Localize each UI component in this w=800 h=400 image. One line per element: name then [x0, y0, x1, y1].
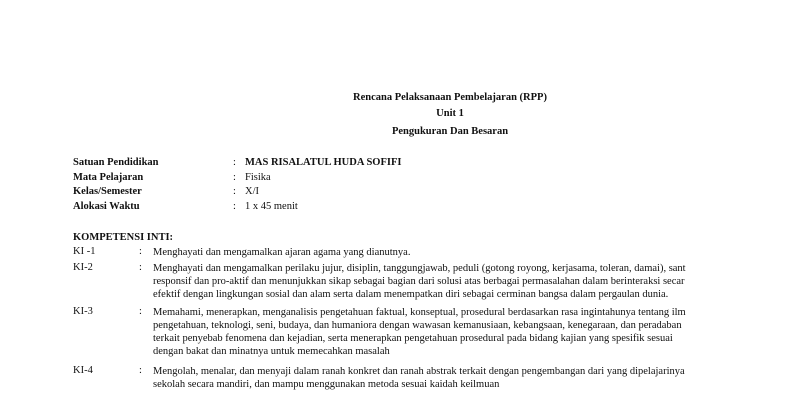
ki-code: KI -1 — [73, 246, 96, 257]
ki-line: Mengolah, menalar, dan menyaji dalam ranah konkret dan ranah abstrak terkait dengan pengembangan dari yang dipelajarinya — [153, 366, 685, 377]
ki-line: efektif dengan lingkungan sosial dan alam serta dalam menempatkan diri sebagai cerminan bangsa dalam pergaulan dunia. — [153, 289, 669, 300]
ki-code: KI-4 — [73, 365, 93, 376]
identity-colon: : — [233, 186, 236, 197]
ki-line: Menghayati dan mengamalkan ajaran agama yang dianutnya. — [153, 247, 411, 258]
ki-text — [153, 306, 686, 358]
identity-value: X/I — [245, 186, 259, 197]
ki-line: dengan bakat dan minatnya untuk memecahkan masalah — [153, 346, 390, 357]
ki-line: terkait penyebab fenomena dan kejadian, serta menerapkan pengetahuan prosedural pada bidang kajian yang spesifik sesuai — [153, 333, 673, 344]
ki-line: sekolah secara mandiri, dan mampu menggunakan metoda sesuai kaidah keilmuan — [153, 379, 500, 390]
identity-colon: : — [233, 172, 236, 183]
ki-code: KI-3 — [73, 306, 93, 317]
topic-title: Pengukuran Dan Besaran — [391, 126, 509, 137]
identity-label: Satuan Pendidikan — [73, 157, 159, 168]
ki-colon: : — [139, 306, 142, 317]
ki-colon: : — [139, 246, 142, 257]
identity-label: Mata Pelajaran — [73, 172, 144, 183]
identity-value: 1 x 45 menit — [245, 201, 298, 212]
ki-line: responsif dan pro-aktif dan menunjukkan sikap sebagai bagian dari solusi atas berbagai permasalahan dalam berinteraksi secar — [153, 276, 685, 287]
document-title: Rencana Pelaksanaan Pembelajaran (RPP) — [353, 92, 547, 103]
ki-line: pengetahuan, teknologi, seni, budaya, dan humaniora dengan wawasan kemanusiaan, kebangsaan, kenegaraan, dan peradaban — [153, 320, 682, 331]
ki-text — [153, 365, 685, 391]
kompetensi-inti-heading: KOMPETENSI INTI: — [73, 232, 174, 243]
unit-label: Unit 1 — [436, 108, 464, 119]
ki-text — [153, 246, 410, 259]
ki-line: Menghayati dan mengamalkan perilaku jujur, disiplin, tanggungjawab, peduli (gotong royong, kerjasama, toleran, damai), sant — [153, 263, 686, 274]
identity-value: Fisika — [245, 172, 271, 183]
identity-label: Kelas/Semester — [73, 186, 142, 197]
ki-code: KI-2 — [73, 262, 93, 273]
ki-colon: : — [139, 262, 142, 273]
identity-colon: : — [233, 201, 236, 212]
identity-value: MAS RISALATUL HUDA SOFIFI — [245, 157, 402, 168]
identity-label: Alokasi Waktu — [73, 201, 140, 212]
identity-colon: : — [233, 157, 236, 168]
ki-line: Memahami, menerapkan, menganalisis pengetahuan faktual, konseptual, prosedural berdasarkan rasa ingintahunya tentang ilm — [153, 307, 686, 318]
ki-text — [153, 262, 686, 301]
ki-colon: : — [139, 365, 142, 376]
